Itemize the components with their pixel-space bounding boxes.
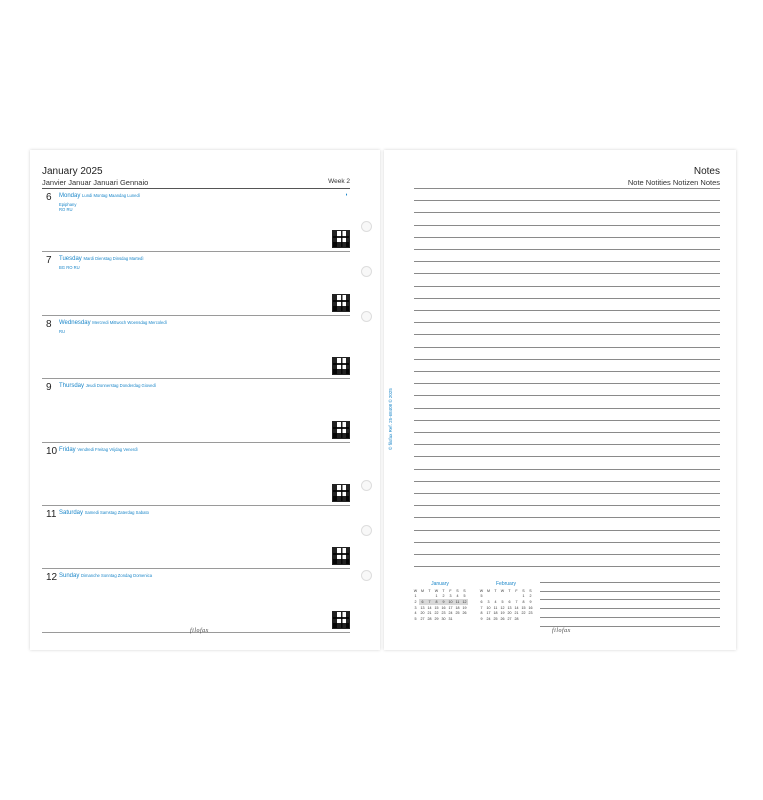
calendar-day: 2 — [529, 594, 532, 599]
weekday-header: S — [529, 588, 532, 593]
filofax-logo: filofax — [190, 628, 209, 634]
note-line — [414, 493, 720, 494]
month-translations: Janvier Januar Januari Gennaio — [42, 178, 149, 187]
note-line-short — [540, 599, 720, 600]
note-line — [414, 395, 720, 396]
note-line — [414, 566, 720, 567]
day-name — [59, 447, 138, 453]
calendar-day: 23 — [441, 611, 446, 616]
calendar-day: 31 — [448, 616, 453, 621]
calendar-day: 14 — [514, 605, 519, 610]
calendar-day — [527, 616, 534, 622]
calendar-day: 9 — [529, 599, 532, 604]
week-number: Week 2 — [328, 178, 350, 185]
calendar-day: 28 — [514, 616, 519, 621]
mini-calendar-grid — [412, 588, 468, 622]
day-name-en: Tuesday — [59, 256, 82, 263]
note-line-short — [540, 591, 720, 592]
day-number: 11 — [46, 509, 57, 520]
ring-hole — [361, 266, 372, 277]
qr-code-icon — [332, 294, 350, 312]
calendar-day: 27 — [420, 616, 425, 621]
moon-phase-icon: ◗ — [344, 192, 348, 198]
calendar-day: 24 — [486, 616, 491, 621]
note-line — [414, 530, 720, 531]
calendar-day: 18 — [455, 605, 460, 610]
day-block — [42, 505, 350, 568]
calendar-day: 1 — [435, 594, 438, 599]
calendar-day: 4 — [494, 599, 497, 604]
calendar-day: 5 — [463, 594, 466, 599]
note-line — [414, 469, 720, 470]
calendar-day: 22 — [434, 611, 439, 616]
note-line — [414, 273, 720, 274]
calendar-day: 19 — [500, 611, 505, 616]
calendar-day: 4 — [414, 611, 417, 616]
day-name-translations: Samedi Samstag Zaterdag Sabato — [84, 510, 149, 515]
calendar-day: 25 — [493, 616, 498, 621]
calendar-day: 3 — [487, 599, 490, 604]
holiday-note: RO RU — [59, 207, 73, 212]
day-name — [59, 510, 149, 516]
weekday-header: W — [413, 588, 418, 593]
weekday-header: T — [508, 588, 511, 593]
calendar-day: 8 — [522, 599, 525, 604]
calendar-day: 11 — [493, 605, 498, 610]
notes-translations: Note Notities Notizen Notes — [627, 178, 720, 187]
weekday-header: W — [479, 588, 484, 593]
calendar-day: 1 — [414, 594, 417, 599]
calendar-day: 9 — [440, 599, 447, 605]
calendar-day: 17 — [486, 611, 491, 616]
calendar-day: 2 — [414, 599, 417, 604]
calendar-day: 16 — [441, 605, 446, 610]
calendar-day: 15 — [521, 605, 526, 610]
note-line — [414, 286, 720, 287]
mini-calendar-month: February — [495, 581, 516, 587]
calendar-day — [520, 616, 527, 622]
note-line — [414, 383, 720, 384]
weekday-header: F — [515, 588, 518, 593]
mini-calendar-grid — [478, 588, 534, 622]
note-line — [414, 505, 720, 506]
calendar-day: 29 — [434, 616, 439, 621]
note-line — [414, 481, 720, 482]
calendar-day: 5 — [480, 594, 483, 599]
note-line — [414, 261, 720, 262]
day-block — [42, 315, 350, 378]
calendar-day: 19 — [462, 605, 467, 610]
weekday-header: S — [522, 588, 525, 593]
note-line — [414, 310, 720, 311]
calendar-day: 18 — [493, 611, 498, 616]
note-line — [414, 371, 720, 372]
day-name — [59, 193, 140, 199]
ring-hole — [361, 570, 372, 581]
left-diary-page — [30, 150, 380, 650]
day-name-en: Sunday — [59, 573, 80, 580]
day-name-en: Monday — [59, 193, 81, 199]
calendar-day: 23 — [528, 611, 533, 616]
weekday-header: T — [494, 588, 497, 593]
note-line-short — [540, 617, 720, 618]
calendar-day: 9 — [480, 616, 483, 621]
note-line — [414, 347, 720, 348]
calendar-day: 6 — [480, 599, 483, 604]
weekday-header: S — [456, 588, 459, 593]
day-name-translations: Lundi Montag Maandag Lunedì — [82, 193, 141, 198]
month-title: January 2025 — [42, 166, 103, 177]
ring-hole — [361, 525, 372, 536]
note-line — [414, 554, 720, 555]
calendar-day — [454, 616, 461, 622]
calendar-day: 20 — [507, 611, 512, 616]
note-line — [414, 456, 720, 457]
mini-calendar — [412, 581, 468, 622]
note-line — [414, 225, 720, 226]
note-line — [414, 408, 720, 409]
day-name-translations: Dimanche Sonntag Zondag Domenica — [81, 573, 153, 579]
calendar-day: 7 — [515, 599, 518, 604]
calendar-day: 13 — [420, 605, 425, 610]
calendar-day: 1 — [522, 594, 525, 599]
weekday-header: M — [487, 588, 490, 593]
calendar-day: 21 — [427, 611, 432, 616]
calendar-day: 15 — [434, 605, 439, 610]
right-notes-page — [384, 150, 736, 650]
day-name — [59, 256, 144, 262]
calendar-day — [461, 616, 468, 622]
note-line — [414, 298, 720, 299]
day-name — [59, 320, 167, 326]
calendar-day: 6 — [508, 599, 511, 604]
calendar-day: 30 — [441, 616, 446, 621]
calendar-day: 12 — [500, 605, 505, 610]
weekday-header: W — [500, 588, 505, 593]
calendar-day: 6 — [419, 599, 426, 605]
ring-hole — [361, 221, 372, 232]
calendar-day: 5 — [414, 616, 417, 621]
day-number: 7 — [46, 255, 52, 267]
qr-code-icon — [332, 421, 350, 439]
qr-code-icon — [332, 357, 350, 375]
calendar-day: 3 — [414, 605, 417, 610]
calendar-day: 8 — [433, 599, 440, 605]
note-line — [414, 542, 720, 543]
calendar-day: 8 — [480, 611, 483, 616]
day-name — [59, 573, 152, 579]
calendar-day: 10 — [486, 605, 491, 610]
weekday-header: S — [463, 588, 466, 593]
note-line-short — [540, 626, 720, 627]
vertical-imprint: © filofax Ref. 25-68408 © 2025 — [388, 388, 393, 450]
calendar-day: 27 — [507, 616, 512, 621]
calendar-day: 13 — [507, 605, 512, 610]
day-name-translations: Mercredi Mittwoch Woensdag Mercoledì — [92, 319, 167, 325]
calendar-day: 22 — [521, 611, 526, 616]
day-block — [42, 442, 350, 505]
day-name-en: Thursday — [59, 383, 85, 390]
day-number: 12 — [46, 572, 58, 584]
day-number: 10 — [46, 445, 58, 457]
filofax-logo: filofax — [552, 628, 571, 634]
qr-code-icon — [332, 611, 350, 629]
calendar-day: 16 — [528, 605, 533, 610]
holiday-note: RU — [59, 328, 66, 334]
weekday-header: W — [434, 588, 439, 593]
day-number: 9 — [46, 382, 52, 394]
day-block — [42, 378, 350, 441]
calendar-day: 10 — [448, 599, 453, 604]
mini-calendar-month: January — [431, 581, 449, 587]
ring-hole — [361, 480, 372, 491]
calendar-day: 25 — [455, 611, 460, 616]
note-line — [414, 432, 720, 433]
day-name — [59, 383, 156, 389]
calendar-day: 12 — [462, 599, 467, 604]
weekday-header: T — [428, 588, 431, 593]
day-block — [42, 251, 350, 314]
weekday-header: M — [421, 588, 424, 593]
note-line — [414, 444, 720, 445]
day-name-translations: Vendredi Freitag Vrijdag Venerdì — [77, 446, 138, 452]
calendar-day: 5 — [501, 599, 504, 604]
calendar-day: 21 — [514, 611, 519, 616]
calendar-day: 28 — [427, 616, 432, 621]
note-line — [414, 359, 720, 360]
ring-hole — [361, 311, 372, 322]
notes-title: Notes — [693, 166, 720, 177]
day-block — [42, 188, 350, 251]
note-line — [414, 237, 720, 238]
note-line — [414, 212, 720, 213]
calendar-day: 3 — [449, 594, 452, 599]
note-line — [414, 249, 720, 250]
calendar-day: 24 — [448, 611, 453, 616]
day-name-en: Friday — [59, 446, 76, 453]
note-line — [414, 200, 720, 201]
day-name-translations: Jeudi Donnerstag Donderdag Giovedì — [85, 383, 156, 389]
note-line — [414, 517, 720, 518]
calendar-day: 26 — [500, 616, 505, 621]
holiday-note: BG RO RU — [59, 265, 80, 271]
day-number: 6 — [46, 192, 52, 203]
weekday-header: F — [449, 588, 452, 593]
qr-code-icon — [332, 484, 350, 502]
calendar-day: 26 — [462, 611, 467, 616]
day-name-en: Wednesday — [59, 319, 91, 326]
note-line — [414, 420, 720, 421]
calendar-day: 7 — [480, 605, 483, 610]
day-name-en: Saturday — [59, 510, 84, 516]
day-number: 8 — [46, 318, 52, 330]
note-line-short — [540, 608, 720, 609]
calendar-day: 11 — [455, 599, 460, 604]
calendar-day: 20 — [420, 611, 425, 616]
mini-calendar — [478, 581, 534, 622]
calendar-day: 4 — [456, 594, 459, 599]
day-block — [42, 568, 350, 631]
calendar-day: 2 — [442, 594, 445, 599]
qr-code-icon — [332, 230, 350, 248]
holiday-note: Epiphany — [59, 202, 77, 207]
weekday-header: T — [442, 588, 445, 593]
day-name-translations: Mardi Dienstag Dinsdag Martedì — [83, 256, 144, 262]
calendar-day: 17 — [448, 605, 453, 610]
note-line — [414, 334, 720, 335]
note-line — [414, 188, 720, 189]
note-line-short — [540, 582, 720, 583]
calendar-day: 14 — [427, 605, 432, 610]
qr-code-icon — [332, 547, 350, 565]
calendar-day: 7 — [426, 599, 433, 605]
note-line — [414, 322, 720, 323]
